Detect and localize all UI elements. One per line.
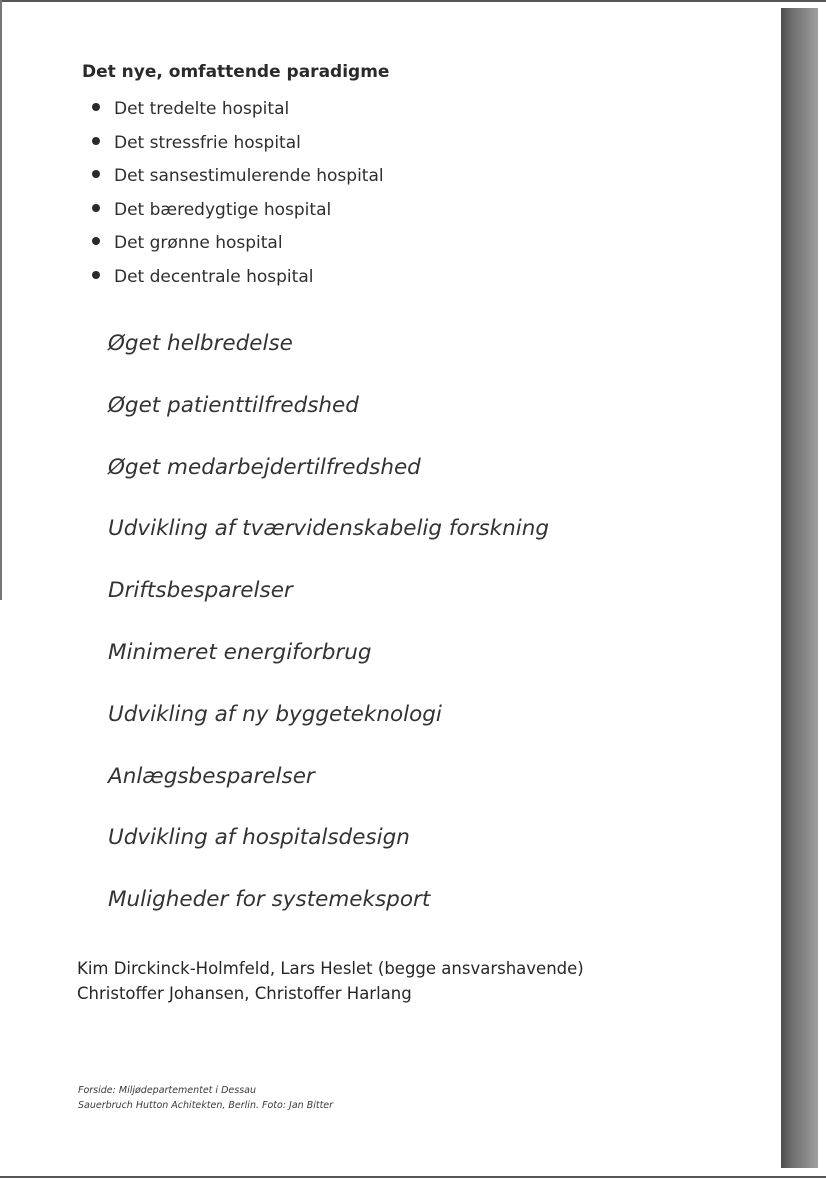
section-heading: Det nye, omfattende paradigme <box>82 62 390 82</box>
bullet-icon <box>92 271 100 279</box>
list-item-label: Det stressfrie hospital <box>114 132 301 153</box>
authors-line-1: Kim Dirckinck-Holmfeld, Lars Heslet (begge ansvarshavende) <box>77 959 584 978</box>
benefit-item: Muligheder for systemeksport <box>108 887 431 913</box>
list-item-label: Det decentrale hospital <box>114 266 314 287</box>
list-item <box>92 130 384 164</box>
list-item <box>92 230 384 264</box>
list-item-label: Det grønne hospital <box>114 233 283 254</box>
benefit-item: Minimeret energiforbrug <box>108 639 372 665</box>
benefit-item: Øget medarbejdertilfredshed <box>108 454 421 480</box>
benefit-item: Anlægsbesparelser <box>108 763 315 789</box>
bullet-icon <box>92 237 100 245</box>
list-item <box>92 264 384 298</box>
list-item <box>92 197 384 231</box>
list-item <box>92 96 384 130</box>
benefit-item: Udvikling af ny byggeteknologi <box>108 701 442 727</box>
list-item-label: Det bæredygtige hospital <box>114 199 332 220</box>
authors-line-2: Christoffer Johansen, Christoffer Harlang <box>77 984 412 1003</box>
authors-block <box>77 956 584 1006</box>
bullet-icon <box>92 103 100 111</box>
list-item-label: Det tredelte hospital <box>114 99 290 119</box>
benefit-item: Driftsbesparelser <box>108 578 293 604</box>
benefits-list <box>108 326 549 944</box>
benefit-item: Udvikling af hospitalsdesign <box>108 825 410 851</box>
list-item <box>92 163 384 197</box>
bullet-icon <box>92 137 100 145</box>
scan-border-bottom <box>0 1176 826 1178</box>
bullet-icon <box>92 170 100 178</box>
credits-line-1: Forside: Miljødepartementet i Dessau <box>78 1085 256 1096</box>
paradigm-list <box>92 96 384 298</box>
bullet-icon <box>92 204 100 212</box>
benefit-item: Øget helbredelse <box>108 331 293 356</box>
benefit-item: Udvikling af tværvidenskabelig forskning <box>108 516 549 542</box>
list-item-label: Det sansestimulerende hospital <box>114 166 384 187</box>
scan-edge-band <box>781 8 818 1168</box>
scan-border-top <box>0 0 826 2</box>
scan-border-left <box>0 0 2 600</box>
credits-line-2: Sauerbruch Hutton Achitekten, Berlin. Foto: Jan Bitter <box>78 1100 334 1111</box>
benefit-item: Øget patienttilfredshed <box>108 392 359 418</box>
photo-credits <box>78 1083 333 1113</box>
